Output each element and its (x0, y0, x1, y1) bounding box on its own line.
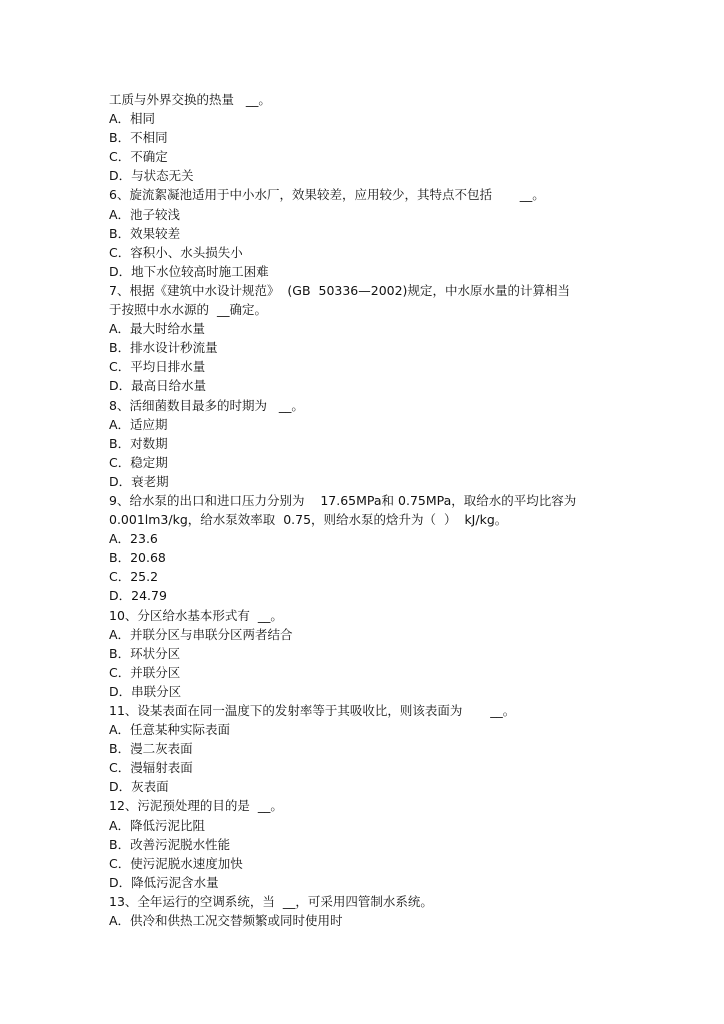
text-line: D．与状态无关 (109, 168, 194, 184)
text-line: B．环状分区 (109, 645, 181, 661)
text-line: A．最大时给水量 (109, 321, 206, 337)
text-line: C．25.2 (109, 569, 159, 585)
text-line: C．容积小、水头损失小 (109, 244, 243, 260)
text-line: A．适应期 (109, 416, 168, 432)
text-line: 于按照中水水源的 __确定。 (109, 302, 267, 318)
text-line: 11、设某表面在同一温度下的发射率等于其吸收比，则该表面为 __。 (109, 703, 516, 718)
text-line: 10、分区给水基本形式有 __。 (109, 607, 283, 623)
text-line: D．串联分区 (109, 683, 182, 699)
text-line: B．漫二灰表面 (109, 741, 193, 757)
text-line: A．任意某种实际表面 (109, 722, 231, 738)
text-line: A．相同 (109, 111, 156, 127)
text-line: D．衰老期 (109, 473, 169, 489)
text-line: C．并联分区 (109, 664, 181, 680)
text-line: D．最高日给水量 (109, 378, 207, 394)
text-line: A．供冷和供热工况交替频繁或同时使用时 (109, 913, 343, 929)
text-line: D．24.79 (109, 588, 167, 604)
text-line: 7、根据《建筑中水设计规范》 (GB 50336—2002)规定，中水原水量的计算相当 (109, 282, 570, 298)
text-line: 13、全年运行的空调系统，当 __，可采用四管制水系统。 (109, 893, 433, 909)
text-line: A．降低污泥比阻 (109, 817, 206, 833)
text-line: C．不确定 (109, 149, 168, 165)
text-line: C．稳定期 (109, 454, 168, 470)
text-line: 工质与外界交换的热量 __。 (109, 92, 271, 107)
text-line: B．排水设计秒流量 (109, 340, 218, 356)
text-line: 0.001lm3/kg，给水泵效率取 0.75，则给水泵的焓升为（ ） kJ/kg。 (109, 512, 508, 528)
text-line: D．降低污泥含水量 (109, 874, 219, 890)
document-body (109, 90, 629, 930)
text-line: C．使污泥脱水速度加快 (109, 855, 243, 871)
text-line: A．23.6 (109, 531, 158, 547)
text-line: 9、给水泵的出口和进口压力分别为 17.65MPa和 0.75MPa，取给水的平均比容为 (109, 492, 577, 508)
text-line: D．灰表面 (109, 779, 169, 795)
text-line: A．池子较浅 (109, 206, 181, 222)
text-line: 12、污泥预处理的目的是 __。 (109, 798, 283, 814)
text-line: C．平均日排水量 (109, 359, 206, 375)
text-line: D．地下水位较高时施工困难 (109, 263, 269, 279)
text-line: B．不相同 (109, 130, 168, 146)
text-line: B．改善污泥脱水性能 (109, 836, 231, 852)
text-line: 8、活细菌数目最多的时期为 __。 (109, 397, 304, 413)
text-line: C．漫辐射表面 (109, 760, 193, 776)
text-line: 6、旋流絮凝池适用于中小水厂，效果较差，应用较少，其特点不包括 __。 (109, 187, 545, 203)
text-line: B．效果较差 (109, 225, 181, 241)
text-line: B．20.68 (109, 550, 166, 566)
text-line: A．并联分区与串联分区两者结合 (109, 626, 293, 642)
text-line: B．对数期 (109, 435, 168, 451)
